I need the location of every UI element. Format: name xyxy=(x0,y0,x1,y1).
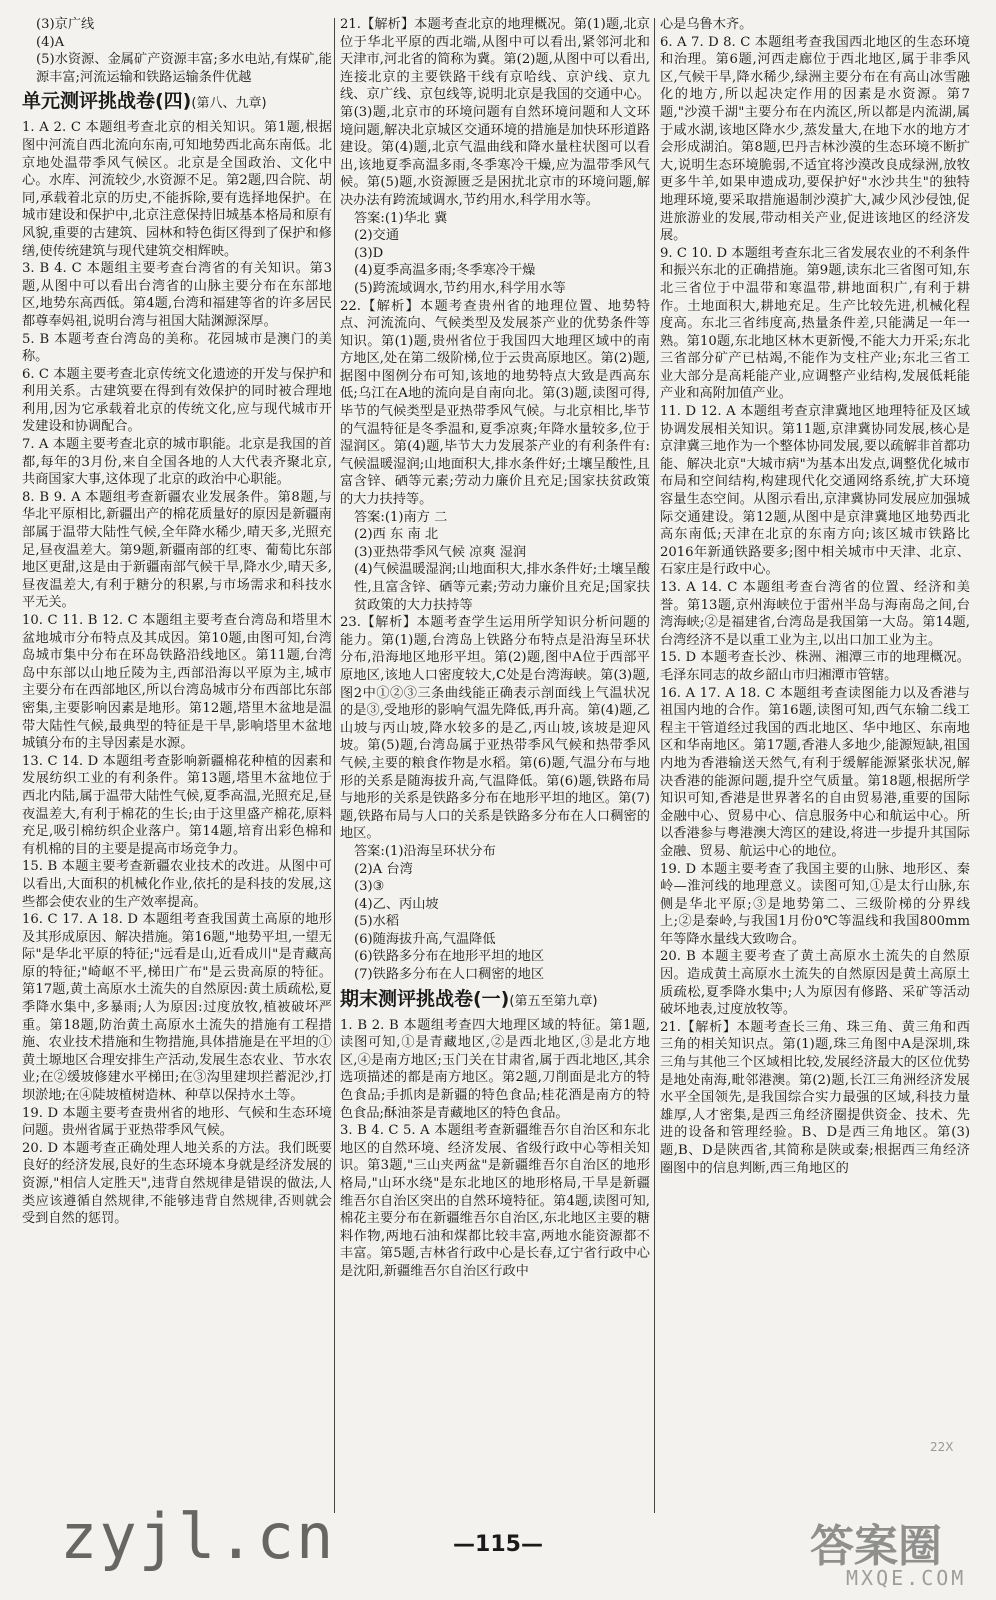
answer-line: (4)A xyxy=(36,34,65,50)
edge-code: 22X xyxy=(930,1440,954,1454)
answer-line: 答案:(1)沿海呈环状分布 xyxy=(354,843,496,859)
question-explanation: 21.【解析】本题考查长三角、珠三角、黄三角和西三角的相关知识点。第(1)题,珠三角图中A是深圳,珠三角与其他三个区域相比较,发展经济最大的区位优势是地处南海,毗邻港澳。第(2)题,长江三角洲经济发展水平全国领先,是我国综合实力最强的区域,科技力量雄厚,人才密集,是西三角经济圈提供资金、技术、先进的设备和管理经验。B、D是西三角地区。第(3)题,B、D是陕西省,其简称是陕或秦;根据西三角经济圈图中的信息判断,西三角地区的 xyxy=(660,1019,970,1176)
question-explanation: 6. A 7. D 8. C 本题组考查我国西北地区的生态环境和治理。第6题,河西走廊位于西北地区,属于非季风区,气候干旱,降水稀少,绿洲主要分布在有高山冰雪融化的地方,所以起决定作用的因素是水资源。第7题,"沙漠千湖"主要分布在内流区,所以都是内流湖,属于咸水湖,该地区降水少,蒸发量大,在地下水的地方才会形成湖泊。第8题,巴丹吉林沙漠的生态环境不断扩大,说明生态环境脆弱,不适宜将沙漠改良成绿洲,放牧更多牛羊,如果申遗成功,要保护好"水沙共生"的独特地理环境,要采取措施遏制沙漠扩大,减少风沙侵蚀,促进旅游业的发展,带动相关产业,促进该地区的经济发展。 xyxy=(660,34,970,244)
answer-line: (6)随海拔升高,气温降低 xyxy=(354,931,496,947)
question-explanation: 15. B 本题主要考查新疆农业技术的改进。从图中可以看出,大面积的机械化作业,依托的是科技的发展,这些都会使农业的生产效率提高。 xyxy=(22,859,332,910)
question-explanation: 10. C 11. B 12. C 本题组主要考查台湾岛和塔里木盆地城市分布特点及其成因。第10题,由图可知,台湾岛城市集中分布在环岛铁路沿线地区。第11题,台湾岛中东部以山地丘陵为主,西部沿海以平原为主,城市主要分布在西部地区,所以台湾岛城市分布西部比东部密集,主要影响因素是地形。第12题,塔里木盆地是温带大陆性气候,最典型的特征是干旱,影响塔里木盆地城镇分布的主导因素是水源。 xyxy=(22,613,332,752)
section-heading xyxy=(340,986,650,1015)
answer-line: (5)跨流域调水,节约用水,科学用水等 xyxy=(354,280,566,296)
question-explanation: 3. B 4. C 本题组主要考查台湾省的有关知识。第3题,从图中可以看出台湾省的山脉主要分布在东部地区,地势东高西低。第4题,台湾和福建等省的许多居民都尊奉妈祖,说明台湾与祖国大陆渊源深厚。 xyxy=(22,261,332,329)
answer-line: 答案:(1)南方 二 xyxy=(354,509,448,525)
answer-line: (3)亚热带季风气候 凉爽 湿润 xyxy=(354,544,527,560)
column-divider-2 xyxy=(654,18,655,1513)
answer-line: (3)③ xyxy=(354,879,385,895)
answer-line: (2)A 台湾 xyxy=(354,861,413,877)
question-explanation: 13. A 14. C 本题组考查台湾省的位置、经济和美誉。第13题,京州海峡位于雷州半岛与海南岛之间,台湾海峡;②是福建省,台湾岛是我国第一大岛。第14题,台湾经济不是以重工业为主,以出口加工业为主。 xyxy=(660,580,970,648)
answer-line: (7)铁路多分布在人口稠密的地区 xyxy=(354,967,545,983)
question-explanation: 20. B 本题主要考查了黄土高原水土流失的自然原因。造成黄土高原水土流失的自然原因是黄土高原土质疏松,夏季降水集中;人为原因有修路、采矿等活动破坏地表,过度放牧等。 xyxy=(660,949,970,1018)
section-subtitle: (第八、九章) xyxy=(191,96,267,112)
question-explanation: 9. C 10. D 本题组考查东北三省发展农业的不利条件和振兴东北的正确措施。第9题,读东北三省图可知,东北三省位于中温带和寒温带,耕地面积广,有利于耕作。土地面积大,耕地充足。生产比较先进,机械化程度高。东北三省纬度高,热量条件差,只能满足一年一熟。第10题,东北地区林木更新慢,不能大力开采;东北三省部分矿产已枯竭,不能作为支柱产业;东北三省工业大部分是高耗能产业,应调整产业结构,发展低耗能产业和高附加值产业。 xyxy=(660,245,970,402)
answer-line: (3)京广线 xyxy=(36,17,95,32)
answer-line: (3)D xyxy=(354,245,384,261)
watermark-right: 答案圈 xyxy=(810,1521,942,1572)
column-right xyxy=(660,16,970,1516)
section-heading xyxy=(22,88,332,117)
answer-line: (6)铁路多分布在地形平坦的地区 xyxy=(354,949,545,965)
question-explanation: 19. D 本题主要考查贵州省的地形、气候和生态环境问题。贵州省属于亚热带季风气候。 xyxy=(22,1105,332,1139)
answer-line: (2)交通 xyxy=(354,228,400,244)
watermark-left: zyjl.cn xyxy=(60,1500,336,1573)
answer-line: (5)水资源、金属矿产资源丰富;多水电站,有煤矿,能源丰富;河流运输和铁路运输条件优越 xyxy=(36,52,332,85)
question-explanation: 21.【解析】本题考查北京的地理概况。第(1)题,北京位于华北平原的西北端,从图中可以看出,紧邻河北和天津市,河北省的简称为冀。第(2)题,从图中可以看出,连接北京的主要铁路干线有京哈线、京沪线、京九线、京广线、京包线等,说明北京是我国的交通中心。第(3)题,北京市的环境问题有自然环境问题和人文环境问题,解决北京城区交通环境的措施是加快环形道路建设。第(4)题,北京气温曲线和降水量柱状图可以看出,该地夏季高温多雨,冬季寒冷干燥,应为温带季风气候。第(5)题,水资源匮乏是困扰北京市的环境问题,解决办法有跨流域调水,节约用水,科学用水等。 xyxy=(340,17,650,208)
column-middle xyxy=(340,16,650,1516)
question-explanation: 7. A 本题主要考查北京的城市职能。北京是我国的首都,每年的3月份,来自全国各地的人大代表齐聚北京,共商国家大事,这体现了北京的政治中心职能。 xyxy=(22,437,332,488)
question-explanation: 16. C 17. A 18. D 本题组考查我国黄土高原的地形及其形成原因、解决措施。第16题,"地势平坦,一望无际"是华北平原的特征;"远看是山,近看成川"是青藏高原的特征;"崎岖不平,梯田广布"是云贵高原的特征。第17题,黄土高原水土流失的自然原因:黄土质疏松,夏季降水集中,多暴雨;人为原因:过度放牧,植被破坏严重。第18题,防治黄土高原水土流失的措施有工程措施、农业技术措施和生物措施,具体措施是在平坦的①黄土塬地区合理安排生产活动,发展生态农业、节水农业;在②缓坡修建水平梯田;在③沟里建坝拦蓄泥沙,打坝淤地;在④陡坡植树造林、种草以保持水土等。 xyxy=(22,912,332,1104)
answer-line: 答案:(1)华北 冀 xyxy=(354,210,448,226)
section-subtitle: (第五至第九章) xyxy=(509,993,598,1009)
section-title: 单元测评挑战卷(四) xyxy=(22,90,192,113)
question-explanation: 23.【解析】本题考查学生运用所学知识分析问题的能力。第(1)题,台湾岛上铁路分布特点是沿海呈环状分布,沿海地区地形平坦。第(2)题,图中A位于西部平原地区,该地人口密度较大,C处是台湾海峡。第(3)题,图2中①②③三条曲线能正确表示剖面线上气温状况的是③,受地形的影响气温先降低,再升高。第(4)题,乙山坡与丙山坡,降水较多的是乙,丙山坡,该坡是迎风坡。第(5)题,台湾岛属于亚热带季风气候和热带季风气候,主要的粮食作物是水稻。第(6)题,气温分布与地形的关系是随海拔升高,气温降低。第(6)题,铁路布局与地形的关系是铁路多分布在地形平坦的地区。第(7)题,铁路布局与人口的关系是铁路多分布在人口稠密的地区。 xyxy=(340,615,650,842)
answer-line: (4)气候温暖湿润;山地面积大,排水条件好;土壤呈酸性,且富含锌、硒等元素;劳动力廉价且充足;国家扶贫政策的大力扶持等 xyxy=(354,562,650,613)
question-explanation: 6. C 本题主要考查北京传统文化遗迹的开发与保护和利用关系。古建筑要在得到有效保护的同时被合理地利用,因为它承载着北京的传统文化,应与现代城市开发建设和协调配合。 xyxy=(22,366,332,435)
column-left xyxy=(22,16,332,1516)
section-title: 期末测评挑战卷(一) xyxy=(340,987,510,1010)
question-explanation: 22.【解析】本题考查贵州省的地理位置、地势特点、河流流向、气候类型及发展茶产业的优势条件等知识。第(1)题,贵州省位于我国四大地理区域中的南方地区,处在第二级阶梯,位于云贵高原地区。第(2)题,据图中图例分布可知,该地的地势特点大致是西高东低;乌江在A地的流向是自南向北。第(3)题,读图可得,毕节的气候类型是亚热带季风气候。与北京相比,毕节的气温特征是冬季温和,夏季凉爽;年降水量较多,位于湿润区。第(4)题,毕节大力发展茶产业的有利条件有:气候温暖湿润;山地面积大,排水条件好;土壤呈酸性,且富含锌、硒等元素;劳动力廉价且充足;国家扶贫政策的大力扶持等。 xyxy=(340,298,650,508)
question-explanation: 3. B 4. C 5. A 本题组考查新疆维吾尔自治区和东北地区的自然环境、经济发展、省级行政中心等相关知识。第3题,"三山夹两盆"是新疆维吾尔自治区的地形格局,"山环水绕"是东北地区的地形格局,干旱是新疆维吾尔自治区突出的自然环境特征。第4题,读图可知,棉花主要分布在新疆维吾尔自治区,东北地区主要的糖料作物,两地石油和煤都比较丰富,两地水能资源都不丰富。第5题,吉林省行政中心是长春,辽宁省行政中心是沈阳,新疆维吾尔自治区行政中 xyxy=(340,1123,650,1279)
question-explanation: 1. A 2. C 本题组考查北京的相关知识。第1题,根据图中河流自西北流向东南,可知地势西北高东南低。北京地处温带季风气候区。北京是全国政治、文化中心。水库、河流较少,水资源不足。第2题,四合院、胡同,承载着北京的历史,不能拆除,要有选择地保护。在城市建设和保护中,北京注意保持旧城基本格局和原有风貌,重要的古建筑、园林和特色街区得到了保护和修缮,使传统建筑与现代建筑交相辉映。 xyxy=(22,120,332,259)
question-explanation: 15. D 本题考查长沙、株洲、湘潭三市的地理概况。毛泽东同志的故乡韶山市归湘潭市管辖。 xyxy=(660,650,970,683)
question-explanation: 8. B 9. A 本题组考查新疆农业发展条件。第8题,与华北平原相比,新疆出产的棉花质量好的原因是新疆南部属于温带大陆性气候,全年降水稀少,晴天多,光照充足,昼夜温差大。第9题,新疆南部的红枣、葡萄比东部地区更甜,这是由于新疆南部气候干旱,降水少,晴天多,昼夜温差大,有利于糖分的积累,与市场需求和科技水平无关。 xyxy=(22,489,332,611)
answer-line: (5)水稻 xyxy=(354,914,400,930)
watermark-right-url: MXQE.COM xyxy=(846,1566,967,1590)
question-explanation: 16. A 17. A 18. C 本题组考查读图能力以及香港与祖国内地的合作。第16题,读图可知,西气东输二线工程主干管道经过我国的西北地区、华中地区、东南地区和华南地区。第17题,香港人多地少,能源短缺,祖国内地为香港输送天然气,有利于缓解能源紧张状况,解决香港的能源问题,提升空气质量。第18题,根据所学知识可知,香港是世界著名的自由贸易港,重要的国际金融中心、贸易中心、信息服务中心和航运中心。所以香港参与粤港澳大湾区的建设,将进一步提升其国际金融、贸易、航运中心的地位。 xyxy=(660,685,970,859)
question-explanation: 5. B 本题考查台湾岛的美称。花园城市是澳门的美称。 xyxy=(22,331,332,365)
question-explanation: 20. D 本题考查正确处理人地关系的方法。我们既要良好的经济发展,良好的生态环境本身就是经济发展的资源,"相信人定胜天",违背自然规律是错误的做法,人类应该遵循自然规律,不能够违背自然规律,否则就会受到自然的惩罚。 xyxy=(22,1140,332,1227)
answer-line: (4)夏季高温多雨;冬季寒冷干燥 xyxy=(354,263,536,279)
question-explanation: 心是乌鲁木齐。 xyxy=(660,17,753,32)
question-explanation: 1. B 2. B 本题组考查四大地理区域的特征。第1题,读图可知,①是青藏地区,②是西北地区,③是北方地区,④是南方地区;玉门关在甘肃省,属于西北地区,其余选项描述的都是南方地区。第2题,刀削面是北方的特色食品;手抓肉是新疆的特色食品;桂花酒是南方的特色食品;酥油茶是青藏地区的特色食品。 xyxy=(340,1017,650,1121)
page-number: —115— xyxy=(453,1532,543,1557)
question-explanation: 11. D 12. A 本题组考查京津冀地区地理特征及区域协调发展相关知识。第11题,京津冀协同发展,核心是京津冀三地作为一个整体协同发展,要以疏解非首都功能、解决北京"大城市病"为基本出发点,调整优化城市布局和空间结构,构建现代化交通网络系统,扩大环境容量生态空间。从图示看出,京津冀协同发展应加强城际交通建设。第12题,从图中是京津冀地区地势西北高东南低;天津在北京的东南方向;该区城市铁路比2016年新通铁路要多;图中相关城市中天津、北京、石家庄是行政中心。 xyxy=(660,404,970,578)
column-divider-1 xyxy=(334,18,335,1513)
question-explanation: 19. D 本题主要考查了我国主要的山脉、地形区、秦岭—淮河线的地理意义。读图可知,①是太行山脉,东侧是华北平原;③是地势第二、三级阶梯的分界线上;②是秦岭,与我国1月份0℃等温线和我国800mm年等降水量线大致吻合。 xyxy=(660,861,970,947)
answer-line: (4)乙、丙山坡 xyxy=(354,896,439,912)
question-explanation: 13. C 14. D 本题组考查影响新疆棉花种植的因素和发展纺织工业的有利条件。第13题,塔里木盆地位于西北内陆,属于温带大陆性气候,夏季高温,光照充足,昼夜温差大,有利于棉花的生长;由于这里盛产棉花,原料充足,吸引棉纺织企业落户。第14题,培育出彩色棉和有机棉的目的主要是提高市场竞争力。 xyxy=(22,753,332,857)
answer-line: (2)西 东 南 北 xyxy=(354,527,439,543)
